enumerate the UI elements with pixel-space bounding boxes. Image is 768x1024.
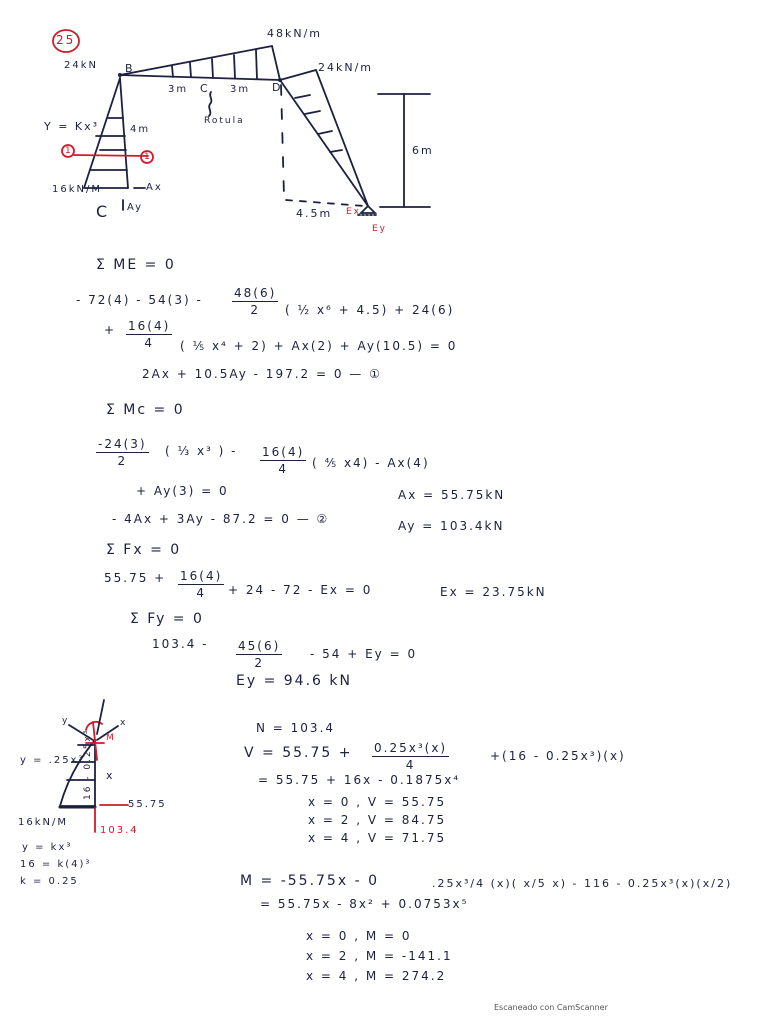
sketch2-x-label: x (106, 769, 115, 782)
eq4-header: Σ Fy = 0 (130, 611, 204, 627)
shear-V-simplified: = 55.75 + 16x - 0.1875x⁴ (258, 773, 461, 787)
eq2-line1-b: ( ⅘ x4) - Ax(4) (312, 456, 430, 470)
shear-V-frac-num: 0.25x³(x) (374, 741, 448, 755)
eq1-line2-frac-num: 16(4) (128, 319, 171, 333)
eq2-header: Σ Mc = 0 (106, 402, 185, 418)
dashed-vertical (281, 85, 284, 196)
shear-V-a: V = 55.75 + (244, 745, 353, 761)
moment-value-3: x = 4 , M = 274.2 (306, 969, 447, 983)
reaction-Ay: Ay (127, 202, 144, 213)
sketch2-axis-x: x (120, 718, 128, 728)
dashed-horizontal (286, 200, 364, 206)
eq1-line2-b: ( ⅕ x⁴ + 2) + Ax(2) + Ay(10.5) = 0 (180, 339, 458, 353)
section-mark-left: 1 (65, 146, 73, 156)
shear-value-2: x = 2 , V = 84.75 (308, 813, 447, 827)
moment-M-b: .25x³/4 (x)( x/5 x) - 116 - 0.25x³(x)(x/2) (432, 877, 733, 890)
eq2-fraction-1 (96, 438, 149, 467)
shear-N: N = 103.4 (256, 721, 336, 735)
reaction-Ex: Ex (346, 207, 362, 217)
eq4-line-a: 103.4 - (152, 637, 209, 651)
reaction-Ey: Ey (372, 224, 388, 234)
eq2-line1-a: ( ⅓ x³ ) - (165, 444, 238, 458)
shear-V-fraction (372, 742, 449, 771)
eq1-line1-b: ( ½ x⁶ + 4.5) + 24(6) (285, 303, 455, 317)
sketch2-note1: y = kx³ (22, 842, 73, 853)
sketch2-load-bottom: 16kN/M (18, 817, 68, 828)
scanner-footer: Escaneado con CamScanner (494, 1003, 608, 1012)
eq1-result: 2Ax + 10.5Ay - 197.2 = 0 — ① (142, 367, 382, 381)
inclined-member (280, 80, 368, 206)
eq1-line1-fraction (232, 287, 278, 316)
support-E (361, 206, 375, 213)
sketch2-force-side: 55.75 (128, 799, 167, 810)
problem-number: 25 (56, 33, 76, 47)
eq2-frac1-num: -24(3) (98, 437, 147, 451)
eq1-line1-a: - 72(4) - 54(3) - (76, 293, 203, 307)
eq3-frac-num: 16(4) (180, 569, 223, 583)
shear-V-b: +(16 - 0.25x³)(x) (490, 749, 626, 763)
support-A-label: C (96, 202, 110, 221)
moment-value-2: x = 2 , M = -141.1 (306, 949, 453, 963)
reaction-Ax: Ax (146, 182, 163, 193)
eq2-fraction-2 (260, 446, 306, 475)
eq3-result: Ex = 23.75kN (440, 585, 547, 599)
eq2-line3: - 4Ax + 3Ay - 87.2 = 0 — ② (112, 512, 330, 526)
hinge-note: Rotula (204, 116, 245, 126)
left-column (120, 78, 128, 188)
eq1-line1-frac-num: 48(6) (234, 286, 277, 300)
section-mark-right: 1 (144, 152, 152, 162)
eq2-frac2-num: 16(4) (262, 445, 305, 459)
span2-label: 3m (230, 84, 251, 95)
shear-V-frac-den: 4 (405, 758, 416, 772)
eq2-line2: + Ay(3) = 0 (136, 484, 229, 498)
eq1-line2-frac-den: 4 (144, 336, 154, 350)
eq3-line-b: + 24 - 72 - Ex = 0 (228, 583, 373, 597)
moment-M-a: M = -55.75x - 0 (240, 873, 379, 889)
eq2-frac2-den: 4 (278, 462, 288, 476)
sketch2-mid-expr: 16 - 0.25x³ (83, 728, 93, 800)
eq1-line2-fraction (126, 320, 172, 349)
height-right: 6m (412, 144, 434, 157)
load-bottom-label: 16kN/M (52, 184, 102, 195)
sketch2-note2: 16 = k(4)³ (20, 859, 92, 870)
eq4-fraction (236, 640, 282, 669)
eq1-header: Σ ME = 0 (96, 257, 176, 273)
shear-value-3: x = 4 , V = 71.75 (308, 831, 447, 845)
section-line-1 (74, 155, 148, 156)
eq3-frac-den: 4 (196, 586, 206, 600)
sketch2-eq-y: y = .25x³ (20, 755, 85, 766)
eq4-frac-num: 45(6) (238, 639, 281, 653)
eq4-frac-den: 2 (254, 656, 264, 670)
eq2-result-Ay: Ay = 103.4kN (398, 519, 505, 533)
eq2-frac1-den: 2 (117, 454, 128, 468)
moment-M-simplified: = 55.75x - 8x² + 0.0753x⁵ (260, 897, 469, 911)
eq1-line2-a: + (104, 323, 117, 337)
eq4-line-b: - 54 + Ey = 0 (310, 647, 418, 661)
sketch2-axis-y: y (62, 716, 70, 726)
shear-value-1: x = 0 , V = 55.75 (308, 795, 447, 809)
eq2-result-Ax: Ax = 55.75kN (398, 488, 506, 502)
load-left-top-label: 24kN (64, 60, 98, 71)
load-equation: Y = Kx³ (44, 120, 100, 133)
sketch2-force-bottom: 103.4 (100, 825, 139, 836)
node-B-label: B (125, 62, 135, 75)
eq3-header: Σ Fx = 0 (106, 542, 182, 558)
eq1-line1-frac-den: 2 (250, 303, 260, 317)
load-top-label: 48kN/m (267, 27, 323, 40)
eq4-result: Ey = 94.6 kN (236, 673, 352, 689)
span1-label: 3m (168, 84, 189, 95)
hinge-marker (209, 92, 211, 116)
sketch2-note3: k = 0.25 (20, 876, 79, 887)
moment-value-1: x = 0 , M = 0 (306, 929, 412, 943)
eq3-fraction (178, 570, 224, 599)
height-left: 4m (130, 124, 151, 135)
eq3-line-a: 55.75 + (104, 571, 167, 585)
node-C-hinge-label: C (200, 82, 210, 95)
sketch2-moment: M (106, 733, 116, 743)
load-right-label: 24kN/m (318, 61, 374, 74)
horizontal-distance: 4.5m (296, 207, 333, 220)
node-D-label: D (272, 81, 283, 94)
